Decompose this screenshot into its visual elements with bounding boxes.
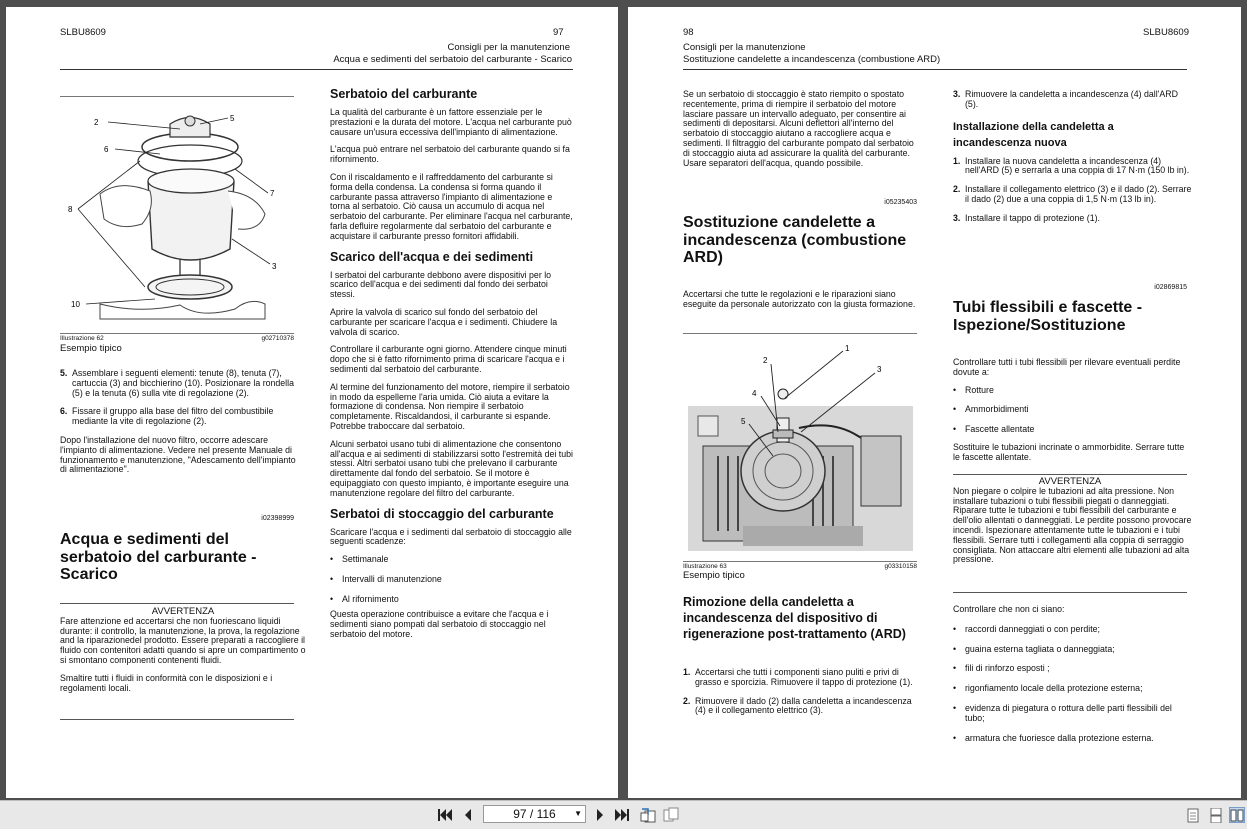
paragraph: Scaricare l'acqua e i sedimenti dal serbatoio di stoccaggio alle seguenti scadenze: xyxy=(330,526,572,547)
rotate-icon xyxy=(640,807,656,823)
page-number: 97 xyxy=(553,27,564,38)
section-title: Sostituzione candelette a incandescenza (combustione ARD) xyxy=(683,214,907,266)
continuous-icon xyxy=(1210,808,1222,823)
header-rule xyxy=(60,69,573,70)
figure-caption-text: Esempio tipico xyxy=(60,343,122,354)
warning-para: Smaltire tutti i fluidi in conformità con le disposizioni e i regolamenti locali. xyxy=(60,672,273,693)
warning-top-rule xyxy=(60,603,294,604)
next-page-icon xyxy=(595,809,605,821)
next-page-button[interactable] xyxy=(592,807,608,823)
reference-code: i05235403 xyxy=(884,199,917,206)
figure-label: 1 xyxy=(845,344,850,353)
page-number: 98 xyxy=(683,27,694,38)
step-item: 3. Rimuovere la candeletta a incandescenza (4) dall'ARD (5). xyxy=(953,89,1178,109)
figure-label: 4 xyxy=(752,389,757,398)
paragraph: Questa operazione contribuisce a evitare che l'acqua e i sedimenti siano pompati dal serbatoio di stoccaggio nel serbatoio del motore. xyxy=(330,609,549,640)
paragraph: Alcuni serbatoi usano tubi di alimentazione che consentono all'acqua e ai sedimenti di stabilizzarsi sotto l'estremità dei tubi stessi. Altri serbatoi usano tubi che prelevano il carburante direttamente dal fondo del serbatoio. Se il motore è equipaggiato con questo impianto, è importante eseguire una manutenzione regolare del filtro del carburante. xyxy=(330,438,573,498)
filter-install-para: Dopo l'installazione del nuovo filtro, occorre adescare l'impianto di alimentazione. Vedere nel presente Manuale di funzionamento e manutenzione, "Adescamento dell'impianto di alimentazione". xyxy=(60,434,296,475)
figure-caption-row xyxy=(683,563,917,570)
warning-para: Fare attenzione ed accertarsi che non fuoriescano liquidi durante: il controllo, la manutenzione, la prova, la regolazione and la riparazionedel prodotto. Essere preparati a raccogliere il fluido con contenitori adatti quando si apre un compartimento o si smontano componenti contenenti fluidi. xyxy=(60,615,306,665)
list-item: • fili di rinforzo esposti ; xyxy=(953,664,1193,674)
warning-bottom-rule xyxy=(953,592,1187,593)
step-item: 5. Assemblare i seguenti elementi: tenute (8), tenuta (7), cartuccia (3) and bicchierino (10). Posizionare la rondella (5) e la tenuta (6) sulla vite di regolazione (2). xyxy=(60,368,294,398)
list-item: • guaina esterna tagliata o danneggiata; xyxy=(953,645,1193,655)
paragraph: L'acqua può entrare nel serbatoio del carburante quando si fa rifornimento. xyxy=(330,144,570,165)
warning-title: AVVERTENZA xyxy=(1038,476,1102,487)
removal-steps xyxy=(683,668,923,725)
list-item: • raccordi danneggiati o con perdite; xyxy=(953,625,1193,635)
facing-pages-icon xyxy=(1230,809,1244,822)
figure-label: 10 xyxy=(71,300,80,309)
authorized-personnel-para: Accertarsi che tutte le regolazioni e le riparazioni siano eseguite da personale autorizzato con la giusta formazione. xyxy=(683,289,916,309)
step-item: 2. Rimuovere il dado (2) dalla candeletta a incandescenza (4) e il collegamento elettrico (3). xyxy=(683,695,912,716)
header-line-1: Consigli per la manutenzione xyxy=(447,42,570,53)
figure-label: 2 xyxy=(94,118,99,127)
last-page-icon xyxy=(615,809,629,821)
figure-label: 3 xyxy=(877,365,882,374)
figure-label: 8 xyxy=(68,205,73,214)
paragraph: Con il riscaldamento e il raffreddamento del carburante si forma della condensa. La condensa si forma quando il carburante passa attraverso l'impianto di alimentazione e torna al serbatoio. Ciò causa un accumulo di acqua nel serbatoio del carburante. Per eliminare l'acqua nel carburante, farla defluire regolarmente dal serbatoio del carburante e acquistare il carburante presso fornitori affidabili. xyxy=(330,171,573,241)
paragraph: Controllare il carburante ogni giorno. Attendere cinque minuti dopo che si è fatto rifornimento prima di scaricare l'acqua e i sedimenti dal serbatoio del carburante. xyxy=(330,344,567,374)
rotate-button[interactable] xyxy=(640,807,656,823)
step-item: 3. Installare il tappo di protezione (1). xyxy=(953,212,1100,223)
first-page-icon xyxy=(438,809,452,821)
step-item: 2. Installare il collegamento elettrico (3) e il dado (2). Serrare il dado (2) due a una coppia di 1,5 N·m (13 lb in). xyxy=(953,184,1192,204)
fuel-filter-illustration xyxy=(60,99,294,333)
paragraph: Sostituire le tubazioni incrinate o ammorbidite. Serrare tutte le fascette allentate. xyxy=(953,441,1185,462)
fit-icon xyxy=(663,807,679,823)
fit-page-button[interactable] xyxy=(663,807,679,823)
figure-label: 5 xyxy=(741,417,746,426)
bullet-list xyxy=(330,555,574,604)
doc-code: SLBU8609 xyxy=(60,27,106,38)
header-line-1: Consigli per la manutenzione xyxy=(683,42,806,53)
step-item: 1. Installare la nuova candeletta a incandescenza (4) nell'ARD (5) e serrarla a una coppia di 17 N·m (150 lb in). xyxy=(953,155,1190,176)
section-heading: Scarico dell'acqua e dei sedimenti xyxy=(330,249,534,264)
figure-caption-row xyxy=(60,335,294,342)
list-item: • armatura che fuoriesce dalla protezione esterna. xyxy=(953,734,1193,744)
list-item: • Al rifornimento xyxy=(330,595,574,605)
chevron-down-icon[interactable]: ▼ xyxy=(574,809,582,818)
section-heading: Rimozione della candeletta a incandescenza del dispositivo di rigenerazione post-trattamento (ARD) xyxy=(683,595,906,641)
list-item: • evidenza di piegatura o rottura delle parti flessibili del tubo; xyxy=(953,704,1193,724)
figure-label: 6 xyxy=(104,145,109,154)
left-column-2 xyxy=(330,87,574,648)
paragraph: Se un serbatoio di stoccaggio è stato riempito o spostato recentemente, prima di riempire il serbatoio del motore lasciare passare un intervallo adeguato, per consentire ai sedimenti di depositarsi. Alcuni deflettori all'interno del serbatoio di stoccaggio aiutano a raccogliere acqua e sedimenti. Il filtraggio del carburante pompato dal serbatoio di stoccaggio aiuta ad assicurare la qualità del carburante. Usare separatori dell'acqua, quando possibile. xyxy=(683,89,914,168)
prev-page-icon xyxy=(463,809,473,821)
step-item: 1. Accertarsi che tutti i componenti siano puliti e privi di grasso e sporcizia. Rimuovere il tappo di protezione (1). xyxy=(683,667,913,687)
list-item: • Fascette allentate xyxy=(953,425,1193,435)
figure-label: 5 xyxy=(230,114,235,123)
left-steps xyxy=(60,369,300,483)
list-item: • rigonfiamento locale della protezione esterna; xyxy=(953,684,1193,694)
section-heading: Serbatoio del carburante xyxy=(330,87,478,101)
left-page xyxy=(6,7,618,798)
right-page xyxy=(628,7,1241,798)
warning-bottom-rule xyxy=(60,719,294,720)
section-title: Tubi flessibili e fascette - Ispezione/Sostituzione xyxy=(953,299,1143,334)
last-page-button[interactable] xyxy=(614,807,630,823)
figure-bottom-rule xyxy=(683,561,917,562)
hose-inspection xyxy=(953,358,1193,471)
warning-box xyxy=(60,607,306,701)
reference-code: i02398999 xyxy=(261,515,294,522)
figure-top-rule xyxy=(60,96,294,97)
continuous-view-button[interactable] xyxy=(1208,807,1224,823)
figure-top-rule xyxy=(683,333,917,334)
warning-title: AVVERTENZA xyxy=(151,606,215,617)
single-page-view-button[interactable] xyxy=(1185,807,1201,823)
figure-bottom-rule xyxy=(60,333,294,334)
bullet-list xyxy=(953,625,1193,744)
list-item: • Settimanale xyxy=(330,555,574,565)
header-rule xyxy=(683,69,1187,70)
warning-box xyxy=(953,477,1203,573)
section-heading: Installazione della candeletta a incandescenza nuova xyxy=(953,120,1114,149)
paragraph: La qualità del carburante è un fattore essenziale per le prestazioni e la durata del motore. L'acqua nel carburante può causare un'usura eccessiva dell'impianto di alimentazione. xyxy=(330,107,572,137)
step-item: 6. Fissare il gruppo alla base del filtro del combustibile mediante la vite di regolazione (2). xyxy=(60,406,274,427)
paragraph: Al termine del funzionamento del motore, riempire il serbatoio in modo da espellerne l'aria umida. Ciò aiuta a evitare la formazione di condensa. Non riempire il serbatoio completamente. Riscaldandosi, il carburante si espande. Potrebbe traboccare dal serbatoio. xyxy=(330,381,570,431)
warning-para: Non piegare o colpire le tubazioni ad alta pressione. Non installare tubazioni o tubi flessibili piegati o danneggiati. Riparare tutte le tubazioni e tubi flessibili del carburante e dell'olio allentati o danneggiati. Le perdite possono provocare incendi. Ispezionare attentamente tutte le tubazioni e i tubi flessibili. Serrare tutti i collegamenti alla coppia di serraggio consigliata. Non attaccare altri elementi alle tubazioni ad alta pressione. xyxy=(953,485,1192,565)
figure-caption-text: Esempio tipico xyxy=(683,570,745,581)
section-title: Acqua e sedimenti del serbatoio del carburante - Scarico xyxy=(60,531,257,583)
figure-label: 3 xyxy=(272,262,277,271)
bullet-list xyxy=(953,386,1193,435)
section-heading: Serbatoi di stoccaggio del carburante xyxy=(330,506,554,521)
figure-caption-code: g03310158 xyxy=(884,563,917,570)
reference-code: i02869815 xyxy=(1154,284,1187,291)
hose-checklist xyxy=(953,605,1193,753)
warning-top-rule xyxy=(953,474,1187,475)
first-page-button[interactable] xyxy=(437,807,453,823)
previous-page-button[interactable] xyxy=(460,807,476,823)
page-indicator: 97 / 116 xyxy=(513,807,556,821)
facing-pages-view-button[interactable] xyxy=(1229,807,1245,823)
glow-plug-illustration xyxy=(683,336,917,560)
paragraph: Controllare che non ci siano: xyxy=(953,604,1065,614)
paragraph: Controllare tutti i tubi flessibili per rilevare eventuali perdite dovute a: xyxy=(953,357,1181,377)
figure-label: 2 xyxy=(763,356,768,365)
single-page-icon xyxy=(1187,808,1199,823)
right-column-2 xyxy=(953,90,1193,233)
paragraph: Aprire la valvola di scarico sul fondo del serbatoio del carburante per scaricare l'acqua e i sedimenti. Chiudere la valvola di scarico. xyxy=(330,306,558,337)
header-line-2: Acqua e sedimenti del serbatoio del carburante - Scarico xyxy=(333,54,572,65)
page-number-input[interactable] xyxy=(483,805,586,823)
figure-caption-code: g02710378 xyxy=(261,335,294,342)
list-item: • Intervalli di manutenzione xyxy=(330,575,574,585)
right-column-1-intro xyxy=(683,90,919,176)
doc-code: SLBU8609 xyxy=(1143,27,1189,38)
list-item: • Ammorbidimenti xyxy=(953,405,1193,415)
figure-caption-label: Illustrazione 63 xyxy=(683,563,727,570)
figure-label: 7 xyxy=(270,189,275,198)
header-line-2: Sostituzione candelette a incandescenza (combustione ARD) xyxy=(683,54,941,65)
list-item: • Rotture xyxy=(953,386,1193,396)
viewer-toolbar xyxy=(0,800,1247,829)
paragraph: I serbatoi del carburante debbono avere dispositivi per lo scarico dell'acqua e dei sedimenti dal fondo dei serbatoi stessi. xyxy=(330,269,552,300)
figure-caption-label: Illustrazione 62 xyxy=(60,335,104,342)
